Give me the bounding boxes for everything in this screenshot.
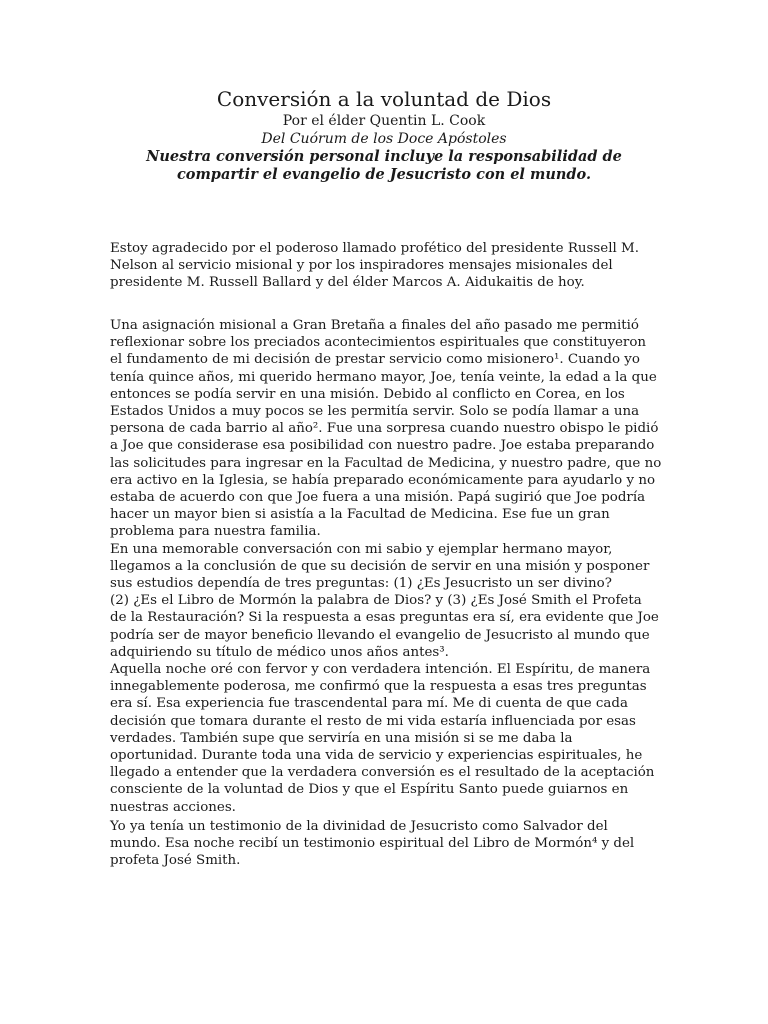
paragraph-line: era activo en la Iglesia, se había preparado económicamente para ayudarlo y no bbox=[110, 472, 656, 488]
article-title: Conversión a la voluntad de Dios bbox=[216, 87, 552, 111]
paragraph-line: Nelson al servicio misional y por los inspiradores mensajes misionales del bbox=[110, 258, 613, 274]
paragraph-line: Estoy agradecido por el poderoso llamado profético del presidente Russell M. bbox=[110, 241, 640, 256]
paragraph-line: profeta José Smith. bbox=[110, 853, 241, 869]
paragraph-line: Estados Unidos a muy pocos se les permitía servir. Solo se podía llamar a una bbox=[110, 404, 640, 420]
paragraph-line: era sí. Esa experiencia fue trascendental para mí. Me di cuenta de que cada bbox=[110, 696, 628, 712]
paragraph-line: adquiriendo su título de médico unos años antes³. bbox=[110, 644, 449, 660]
paragraph-line: problema para nuestra familia. bbox=[110, 524, 321, 540]
paragraph-line: Yo ya tenía un testimonio de la divinidad de Jesucristo como Salvador del bbox=[110, 819, 608, 834]
paragraph-line: sus estudios dependía de tres preguntas: (1) ¿Es Jesucristo un ser divino? bbox=[110, 576, 612, 592]
subtitle-line: compartir el evangelio de Jesucristo con el mundo. bbox=[176, 166, 592, 183]
paragraph-line: el fundamento de mi decisión de prestar servicio como misionero¹. Cuando yo bbox=[110, 352, 640, 368]
paragraph-line: las solicitudes para ingresar en la Facultad de Medicina, y nuestro padre, que no bbox=[110, 455, 662, 471]
paragraph-line: persona de cada barrio al año². Fue una sorpresa cuando nuestro obispo le pidió bbox=[110, 421, 659, 437]
paragraph-line: hacer un mayor bien si asistía a la Facultad de Medicina. Ese fue un gran bbox=[110, 507, 610, 523]
paragraph-3 bbox=[110, 818, 668, 870]
paragraph-line: verdades. También supe que serviría en una misión si se me daba la bbox=[110, 730, 573, 746]
paragraph-line: Aquella noche oré con fervor y con verdadera intención. El Espíritu, de manera bbox=[110, 662, 651, 678]
paragraph-line: innegablemente poderosa, me confirmó que la respuesta a esas tres preguntas bbox=[110, 679, 647, 695]
article-header bbox=[0, 86, 768, 184]
author-quorum: Del Cuórum de los Doce Apóstoles bbox=[261, 131, 507, 147]
article-author: Por el élder Quentin L. Cook bbox=[282, 113, 486, 129]
paragraph-line: mundo. Esa noche recibí un testimonio espiritual del Libro de Mormón⁴ y del bbox=[110, 836, 635, 852]
paragraph-line: tenía quince años, mi querido hermano mayor, Joe, tenía veinte, la edad a la que bbox=[110, 369, 657, 385]
paragraph-line: nuestras acciones. bbox=[110, 799, 236, 815]
paragraph-line: (2) ¿Es el Libro de Mormón la palabra de Dios? y (3) ¿Es José Smith el Profeta bbox=[110, 593, 642, 609]
paragraph-line: a Joe que considerase esa posibilidad con nuestro padre. Joe estaba preparando bbox=[110, 438, 655, 454]
paragraph-line: consciente de la voluntad de Dios y que el Espíritu Santo puede guiarnos en bbox=[110, 782, 629, 798]
subtitle-line: Nuestra conversión personal incluye la responsabilidad de bbox=[146, 148, 622, 165]
paragraph-2 bbox=[110, 317, 668, 816]
paragraph-line: oportunidad. Durante toda una vida de servicio y experiencias espirituales, he bbox=[110, 748, 643, 764]
paragraph-line: Una asignación misional a Gran Bretaña a finales del año pasado me permitió bbox=[110, 318, 639, 333]
paragraph-1 bbox=[110, 240, 668, 292]
paragraph-line: entonces se podía servir en una misión. Debido al conflicto en Corea, en los bbox=[110, 386, 625, 402]
paragraph-line: de la Restauración? Si la respuesta a esas preguntas era sí, era evidente que Joe bbox=[110, 610, 659, 626]
article-subtitle bbox=[124, 148, 644, 184]
paragraph-line: presidente M. Russell Ballard y del élder Marcos A. Aidukaitis de hoy. bbox=[110, 275, 585, 291]
paragraph-line: reflexionar sobre los preciados acontecimientos espirituales que constituyeron bbox=[110, 335, 647, 351]
paragraph-line: llegado a entender que la verdadera conversión es el resultado de la aceptación bbox=[110, 765, 655, 781]
paragraph-line: estaba de acuerdo con que Joe fuera a una misión. Papá sugirió que Joe podría bbox=[110, 490, 646, 506]
paragraph-line: En una memorable conversación con mi sabio y ejemplar hermano mayor, bbox=[110, 541, 613, 557]
paragraph-line: podría ser de mayor beneficio llevando el evangelio de Jesucristo al mundo que bbox=[110, 627, 650, 643]
paragraph-line: decisión que tomara durante el resto de mi vida estaría influenciada por esas bbox=[110, 713, 636, 729]
paragraph-line: llegamos a la conclusión de que su decisión de servir en una misión y posponer bbox=[110, 558, 650, 574]
